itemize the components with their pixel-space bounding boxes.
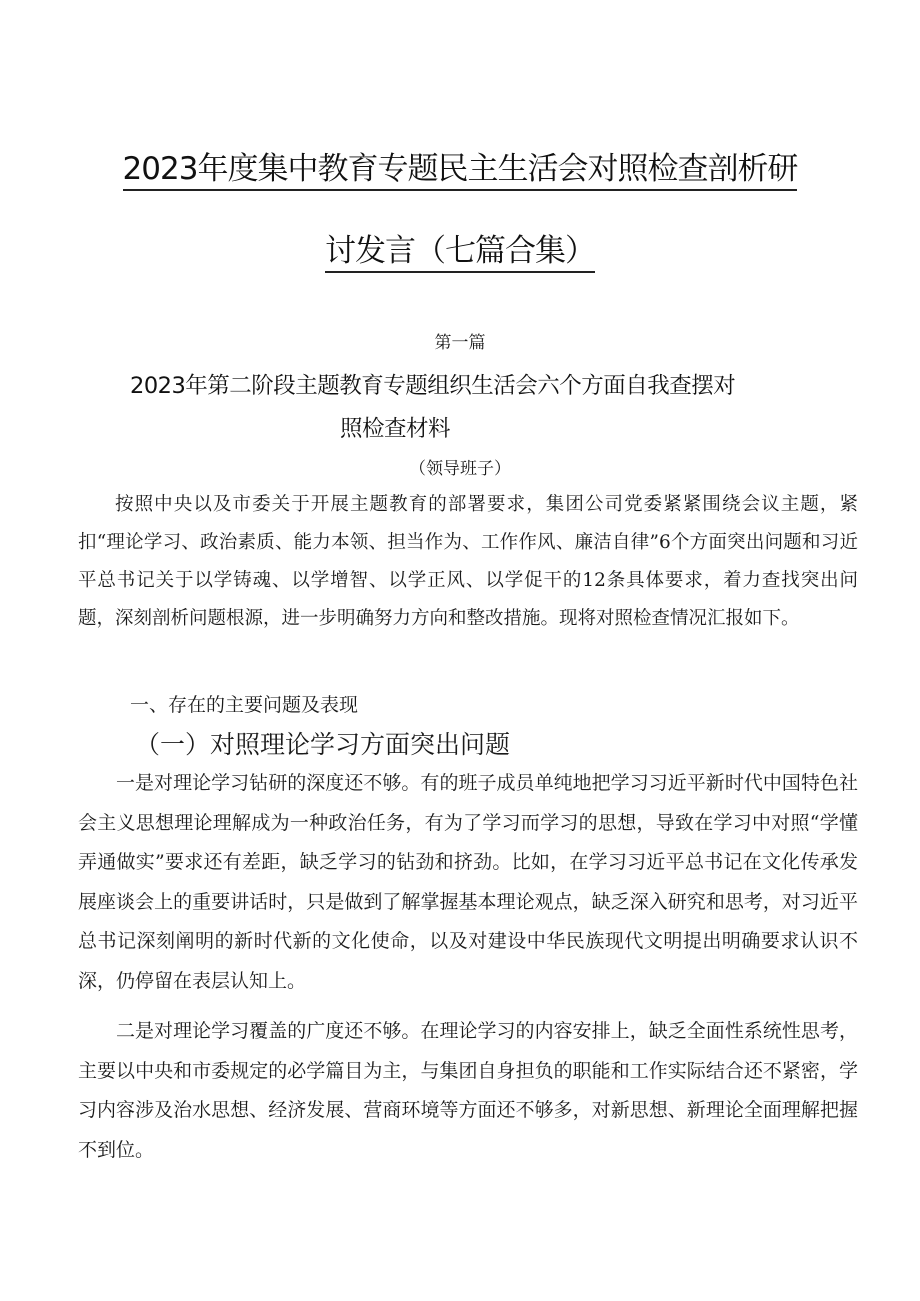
subsection-heading: （一）对照理论学习方面突出问题 (135, 730, 511, 759)
subtitle-line-2: 照检查材料 (340, 416, 451, 442)
chapter-label: 第一篇 (434, 333, 486, 353)
body-paragraph-1: 一是对理论学习钻研的深度还不够。有的班子成员单纯地把学习习近平新时代中国特色社会主义思想理论理解成为一种政治任务，有为了学习而学习的思想，导致在学习中对照“学懂弄通做实”要求还有差距，缺乏学习的钻劲和挤劲。比如，在学习习近平总书记在文化传承发展座谈会上的重要讲话时，只是做到了解掌握基本理论观点，缺乏深入研究和思考，对习近平总书记深刻阐明的新时代新的文化使命，以及对建设中华民族现代文明提出明确要求认识不深，仍停留在表层认知上。 (78, 772, 858, 992)
intro-paragraph: 按照中央以及市委关于开展主题教育的部署要求，集团公司党委紧紧围绕会议主题，紧扣“理论学习、政治素质、能力本领、担当作为、工作作风、廉洁自律”6个方面突出问题和习近平总书记关于以学铸魂、以学增智、以学正风、以学促干的12条具体要求，着力查找突出问题，深刻剖析问题根源，进一步明确努力方向和整改措施。现将对照检查情况汇报如下。 (78, 494, 858, 629)
document-title-text-2: 讨发言（七篇合集） (325, 233, 595, 273)
subtitle-line-1: 2023年第二阶段主题教育专题组织生活会六个方面自我查摆对 (130, 373, 736, 399)
document-title-line-2 (60, 225, 860, 270)
section-heading: 一、存在的主要问题及表现 (130, 694, 359, 716)
subtitle-note: （领导班子） (409, 459, 511, 479)
document-title-line-1 (60, 143, 860, 188)
document-title-text-1: 2023年度集中教育专题民主生活会对照检查剖析研 (123, 151, 798, 191)
body-paragraph-2: 二是对理论学习覆盖的广度还不够。在理论学习的内容安排上，缺乏全面性系统性思考，主要以中央和市委规定的必学篇目为主，与集团自身担负的职能和工作实际结合还不紧密，学习内容涉及治水思想、经济发展、营商环境等方面还不够多，对新思想、新理论全面理解把握不到位。 (78, 1020, 858, 1161)
